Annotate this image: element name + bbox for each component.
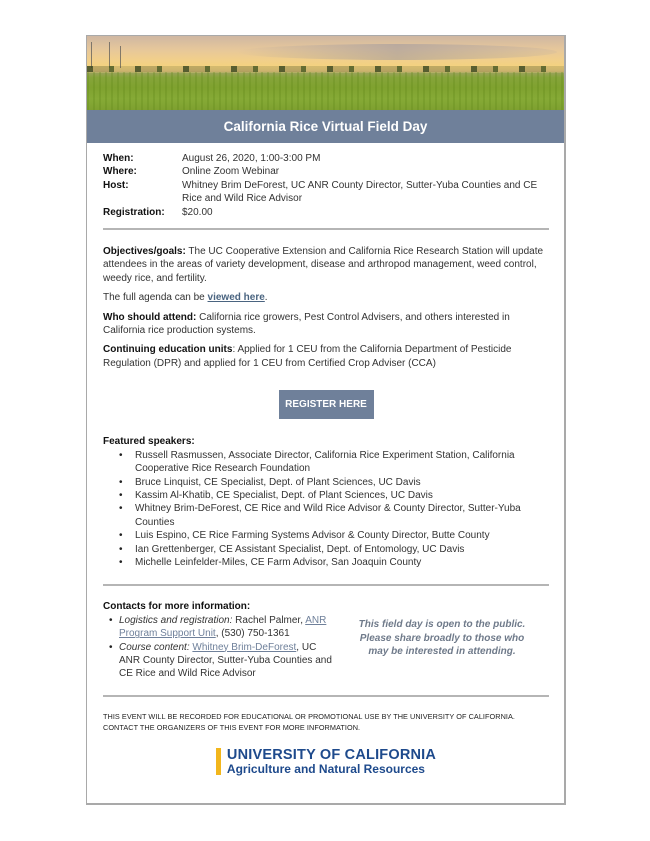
detail-value: Whitney Brim DeForest, UC ANR County Director, Sutter-Yuba Counties and CE Rice and Wild Rice Advisor [182,179,538,205]
audience-paragraph [103,311,549,338]
recording-disclaimer: THIS EVENT WILL BE RECORDED FOR EDUCATIONAL OR PROMOTIONAL USE BY THE UNIVERSITY OF CALIFORNIA. CONTACT THE ORGANIZERS OF THIS EVENT FOR MORE INFORMATION. [103,711,515,732]
speakers-list [103,449,549,570]
register-wrap [103,390,549,419]
detail-value: $20.00 [182,206,213,218]
divider [103,228,549,230]
contact-course-text: , UC ANR County Director, Sutter-Yuba Counties and CE Rice and Wild Rice Advisor [119,641,332,680]
banner-photo [87,36,564,110]
detail-label: When: [103,153,134,164]
public-note-column [335,600,549,680]
utility-pole [109,42,110,68]
event-details [103,152,549,219]
agenda-link[interactable]: viewed here [207,292,265,304]
audience-text: California rice growers, Pest Control Advisers, and others interested in California rice production systems. [103,311,510,337]
detail-where [103,165,549,178]
detail-value: August 26, 2020, 1:00-3:00 PM [182,153,321,164]
contact-logistics-name: Rachel Palmer, [232,614,306,626]
speaker-item: • Ian Grettenberger, CE Assistant Specialist, Dept. of Entomology, UC Davis [119,543,549,556]
logo-line-2: Agriculture and Natural Resources [226,761,425,776]
audience-label: Who should attend: [103,311,197,323]
contacts-column [103,600,335,680]
flyer [86,35,566,805]
ceu-paragraph [103,343,549,370]
speaker-item: • Bruce Linquist, CE Specialist, Dept. of Plant Sciences, UC Davis [119,476,549,489]
logo-line-1: UNIVERSITY OF CALIFORNIA [226,746,437,763]
objectives-text: The UC Cooperative Extension and California Rice Research Station will update attendees in the areas of variety development, disease and arthropod management, weed control, weedy rice, and fertility. [103,246,544,284]
detail-when [103,152,549,165]
contacts-section [103,600,549,680]
objectives-paragraph [103,245,549,285]
contacts-heading: Contacts for more information: [103,601,251,613]
contacts-list [103,614,335,681]
contact-logistics-label: Logistics and registration: [119,614,233,626]
clouds [237,44,557,60]
detail-value: Online Zoom Webinar [182,166,280,178]
detail-registration [103,206,549,219]
agenda-suffix: . [264,292,268,304]
anr-program-support-link[interactable]: ANR Program Support Unit [119,614,327,640]
contact-logistics [109,614,335,641]
contact-course [109,641,335,681]
contact-logistics-phone: , (530) 750-1361 [215,628,290,640]
public-note: This field day is open to the public. Please share broadly to those who may be interested in attending. [358,619,526,658]
ceu-text: : Applied for 1 CEU from the California Department of Pesticide Regulation (DPR) and applied for 1 CEU from Certified Crop Adviser (CCA) [103,344,512,369]
utility-pole [120,46,121,68]
ceu-label: Continuing education units [103,344,233,356]
agenda-prefix: The full agenda can be [103,292,208,304]
detail-label: Host: [103,179,129,191]
utility-pole [91,42,92,68]
speakers-section [103,435,549,569]
speaker-item: • Russell Rasmussen, Associate Director, California Rice Experiment Station, California Cooperative Rice Research Foundation [119,449,549,476]
register-button[interactable]: REGISTER HERE [279,390,374,419]
flyer-content [103,152,549,776]
divider [103,695,549,697]
speaker-item: • Whitney Brim-DeForest, CE Rice and Wild Rice Advisor & County Director, Sutter-Yuba Counties [119,502,549,529]
objectives-label: Objectives/goals: [103,246,186,258]
agenda-paragraph [103,291,549,304]
speaker-item: • Kassim Al-Khatib, CE Specialist, Dept. of Plant Sciences, UC Davis [119,489,549,502]
detail-label: Registration: [103,206,165,218]
speakers-heading: Featured speakers: [103,436,195,448]
field-rows [87,72,564,110]
logo-text [227,748,436,776]
whitney-brim-deforest-link[interactable]: Whitney Brim-DeForest [192,641,297,653]
detail-label: Where: [103,166,137,178]
uc-anr-logo [103,748,549,776]
contact-course-label: Course content: [119,641,190,653]
divider [103,584,549,586]
speaker-item: • Michelle Leinfelder-Miles, CE Farm Advisor, San Joaquin County [119,556,549,569]
logo-gold-bar [216,748,221,775]
detail-host [103,179,549,206]
speaker-item: • Luis Espino, CE Rice Farming Systems Advisor & County Director, Butte County [119,529,549,542]
event-title: California Rice Virtual Field Day [87,110,564,143]
